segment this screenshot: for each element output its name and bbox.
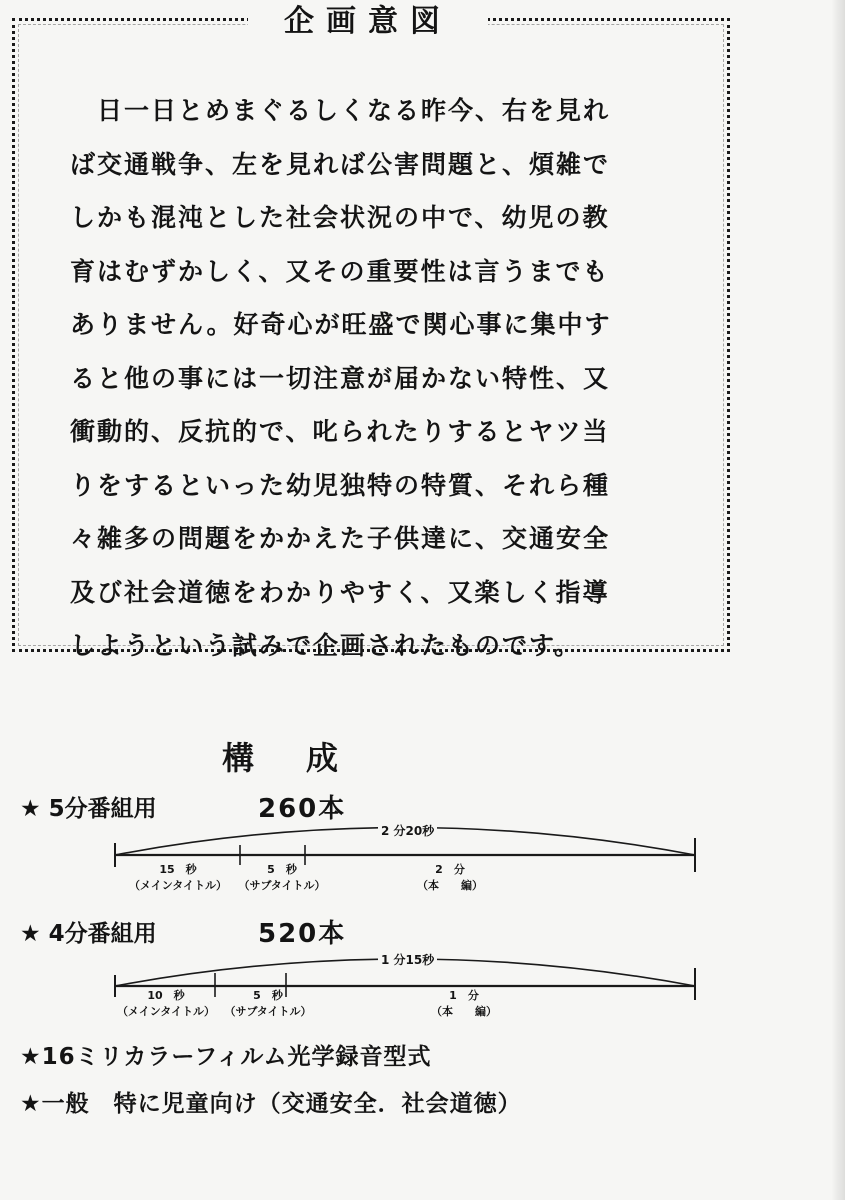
program-name: 5分番組用: [48, 796, 157, 822]
program-name: 4分番組用: [48, 921, 157, 947]
audience-note: ★一般 特に児童向け（交通安全．社会道徳）: [20, 1091, 522, 1117]
intent-line: 日一日とめまぐるしくなる昨今、右を見れ: [70, 96, 611, 125]
intent-line: ば交通戦争、左を見れば公害問題と、煩雑で: [70, 149, 611, 179]
segment-time: 2 分: [435, 863, 465, 876]
star-icon: ★: [20, 796, 41, 822]
segment-main-body: [410, 862, 490, 894]
intent-line: 及び社会道徳をわかりやすく、又楽しく指導: [70, 577, 610, 607]
segment-sub-title: [220, 988, 316, 1020]
segment-label: （メインタイトル）: [116, 1005, 216, 1018]
intent-line: 育はむずかしく、又その重要性は言うまでも: [70, 256, 610, 286]
format-note: ★16ミリカラーフィルム光学録音型式: [20, 1044, 432, 1070]
intent-line: ありません。好奇心が旺盛で関心事に集中す: [70, 310, 612, 339]
segment-time: 10 秒: [147, 989, 185, 1002]
timeline-total-label: 2 分20秒: [378, 822, 437, 839]
segment-time: 5 秒: [267, 863, 297, 876]
segment-label: （メインタイトル）: [128, 879, 228, 892]
segment-label: （サブタイトル）: [224, 1005, 312, 1018]
program-count: 260本: [258, 794, 347, 824]
intent-line: ると他の事には一切注意が届かない特性、又: [70, 363, 611, 393]
star-icon: ★: [20, 921, 41, 947]
segment-main-body: [424, 988, 504, 1020]
intent-line: 衝動的、反抗的で、叱られたりするとヤツ当: [70, 417, 610, 446]
segment-label: （サブタイトル）: [238, 879, 326, 892]
program-4min: [20, 915, 347, 949]
program-count: 520本: [258, 919, 347, 949]
composition-title: 構成: [222, 739, 391, 777]
intent-line: 々雑多の問題をかかえた子供達に、交通安全: [70, 524, 611, 553]
segment-time: 5 秒: [253, 989, 283, 1002]
segment-sub-title: [232, 862, 332, 894]
intent-line: しようという試みで企画されたものです。: [70, 631, 582, 660]
segment-time: 1 分: [449, 989, 479, 1002]
intent-line: しかも混沌とした社会状況の中で、幼児の教: [70, 203, 610, 232]
segment-main-title: [122, 862, 234, 894]
timeline-total-label: 1 分15秒: [378, 951, 437, 968]
segment-label: （本 編）: [431, 1005, 497, 1018]
segment-main-title: [112, 988, 220, 1020]
intent-title: 企画意図: [284, 4, 452, 39]
segment-time: 15 秒: [159, 863, 197, 876]
segment-label: （本 編）: [417, 879, 483, 892]
intent-line: りをするといった幼児独特の特質、それら種: [70, 470, 611, 500]
